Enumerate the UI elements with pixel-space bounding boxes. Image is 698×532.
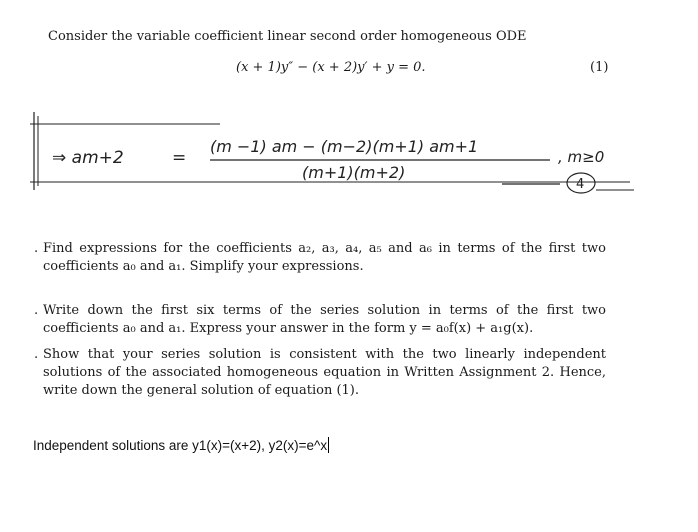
question-3 <box>34 346 606 400</box>
question-2-bullet: . <box>34 303 39 318</box>
answer-text-field[interactable] <box>33 437 329 453</box>
handwritten-recurrence-image <box>30 110 650 205</box>
question-2 <box>34 302 606 338</box>
text-cursor <box>328 437 329 453</box>
intro-text: Consider the variable coefficient linear second order homogeneous ODE <box>48 29 527 44</box>
handwritten-condition: , m≥0 <box>558 148 605 166</box>
question-3-bullet: . <box>34 347 39 362</box>
question-1-bullet: . <box>34 241 39 256</box>
equation-number: (1) <box>590 60 609 75</box>
question-3-text: Show that your series solution is consistent with the two linearly independent solutions of the associated homogeneous equation in Written Assignment 2. Hence, write down the general solution of equation (1). <box>43 347 606 398</box>
answer-text: Independent solutions are y1(x)=(x+2), y2(x)=e^x <box>33 438 328 453</box>
question-1-text: Find expressions for the coefficients a₂, a₃, a₄, a₅ and a₆ in terms of the first two coefficients a₀ and a₁. Simplify your expressions. <box>43 241 606 274</box>
circled-number: 4 <box>576 177 585 192</box>
handwritten-numerator: (m −1) am − (m−2)(m+1) am+1 <box>210 137 479 156</box>
ode-equation: (x + 1)y″ − (x + 2)y′ + y = 0. <box>236 60 426 75</box>
question-2-text: Write down the first six terms of the series solution in terms of the first two coefficients a₀ and a₁. Express your answer in the form y = a₀f(x) + a₁g(x). <box>43 303 606 336</box>
handwritten-lhs: ⇒ am+2 <box>52 148 124 168</box>
handwritten-equals: = <box>172 148 187 168</box>
handwritten-denominator: (m+1)(m+2) <box>302 163 406 182</box>
question-1 <box>34 240 606 276</box>
